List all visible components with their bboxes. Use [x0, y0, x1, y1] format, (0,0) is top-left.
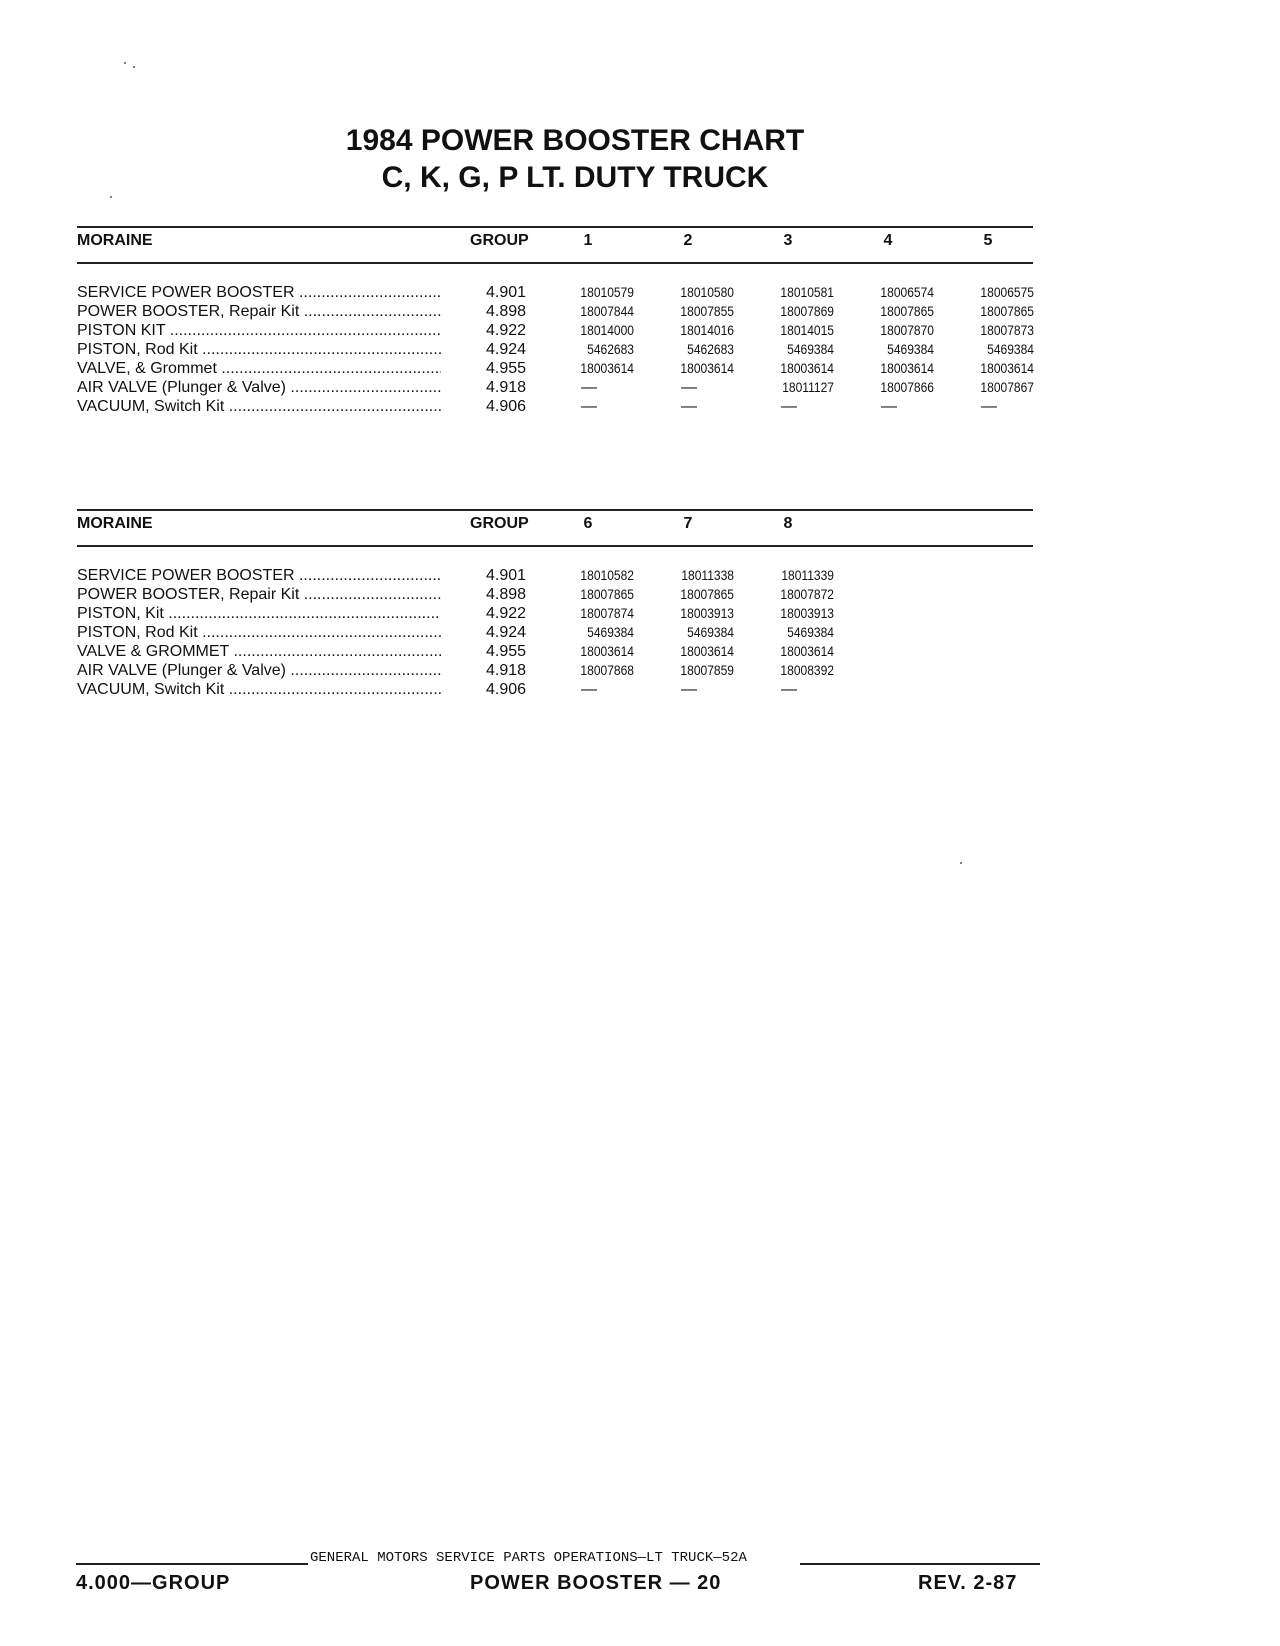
- footer-rule-left: [76, 1563, 308, 1565]
- part-number-cell: 18011127: [782, 379, 834, 395]
- part-number-cell: —: [581, 379, 597, 396]
- part-number-cell: —: [981, 398, 997, 415]
- header-col-4: 4: [883, 232, 893, 249]
- part-number-cell: —: [881, 398, 897, 415]
- table-header-rule: [77, 262, 1033, 264]
- part-number-cell: 18006574: [880, 284, 934, 300]
- header-moraine: MORAINE: [77, 232, 153, 249]
- part-number-cell: 18007869: [780, 303, 834, 319]
- part-number-cell: 18007865: [880, 303, 934, 319]
- part-number-cell: 18003614: [980, 360, 1034, 376]
- part-number-cell: 18007873: [980, 322, 1034, 338]
- part-number-cell: 18007844: [580, 303, 634, 319]
- table-row: [77, 322, 1033, 341]
- part-name: VACUUM, Switch Kit .....: [77, 681, 441, 699]
- group-number: 4.901: [485, 284, 527, 301]
- part-number-cell: 5469384: [587, 624, 634, 640]
- group-number: 4.906: [485, 681, 527, 698]
- part-number-cell: —: [581, 681, 597, 698]
- table-row: [77, 605, 1033, 624]
- header-moraine: MORAINE: [77, 515, 153, 532]
- table-row: [77, 303, 1033, 322]
- part-number-cell: 18014015: [780, 322, 834, 338]
- part-number-cell: 18008392: [780, 662, 834, 678]
- part-name: VALVE, & Grommet .....: [77, 360, 441, 378]
- part-number-cell: —: [781, 398, 797, 415]
- part-name: PISTON, Rod Kit .....: [77, 341, 441, 359]
- part-number-cell: 18003913: [780, 605, 834, 621]
- part-number-cell: 18014000: [580, 322, 634, 338]
- part-number-cell: 18007870: [880, 322, 934, 338]
- part-name: SERVICE POWER BOOSTER .....: [77, 284, 441, 302]
- table-row: [77, 643, 1033, 662]
- group-number: 4.922: [485, 605, 527, 622]
- part-number-cell: 18007872: [780, 586, 834, 602]
- header-col-2: 2: [683, 232, 693, 249]
- part-number-cell: 18007866: [880, 379, 934, 395]
- part-number-cell: 18003614: [780, 643, 834, 659]
- header-col-1: 1: [583, 232, 593, 249]
- table-row: [77, 379, 1033, 398]
- part-number-cell: 18011338: [681, 567, 734, 583]
- part-name: PISTON, Rod Kit .....: [77, 624, 441, 642]
- part-number-cell: 18003614: [580, 643, 634, 659]
- part-number-cell: —: [581, 398, 597, 415]
- scan-speck: [110, 196, 112, 198]
- part-number-cell: 18007868: [580, 662, 634, 678]
- header-group: GROUP: [470, 232, 529, 249]
- part-number-cell: 18007855: [680, 303, 734, 319]
- table-row: [77, 624, 1033, 643]
- part-number-cell: —: [681, 379, 697, 396]
- table-row: [77, 586, 1033, 605]
- part-number-cell: 5469384: [787, 624, 834, 640]
- chart-subtitle: C, K, G, P LT. DUTY TRUCK: [381, 161, 769, 194]
- part-number-cell: 5469384: [687, 624, 734, 640]
- table-row: [77, 681, 1033, 700]
- group-number: 4.898: [485, 586, 527, 603]
- scan-speck: [133, 66, 135, 68]
- footer-rule-right: [800, 1563, 1040, 1565]
- part-name: VALVE & GROMMET .....: [77, 643, 441, 661]
- group-number: 4.955: [485, 360, 527, 377]
- header-group: GROUP: [470, 515, 529, 532]
- part-number-cell: 18010581: [780, 284, 834, 300]
- group-number: 4.918: [485, 379, 527, 396]
- part-number-cell: 18007859: [680, 662, 734, 678]
- part-number-cell: 18003614: [880, 360, 934, 376]
- scan-speck: [124, 62, 126, 64]
- table-top-rule: [77, 509, 1033, 511]
- part-number-cell: 5469384: [787, 341, 834, 357]
- chart-title: 1984 POWER BOOSTER CHART: [345, 124, 805, 157]
- group-number: 4.955: [485, 643, 527, 660]
- group-number: 4.924: [485, 341, 527, 358]
- part-name: AIR VALVE (Plunger & Valve) .....: [77, 662, 441, 680]
- part-name: SERVICE POWER BOOSTER .....: [77, 567, 441, 585]
- part-name: PISTON KIT .....: [77, 322, 441, 340]
- table-row: [77, 398, 1033, 417]
- part-number-cell: —: [681, 681, 697, 698]
- part-number-cell: 18010582: [580, 567, 634, 583]
- part-number-cell: 18007865: [680, 586, 734, 602]
- part-number-cell: 18007867: [980, 379, 1034, 395]
- part-number-cell: 18011339: [781, 567, 834, 583]
- part-name: VACUUM, Switch Kit .....: [77, 398, 441, 416]
- group-number: 4.918: [485, 662, 527, 679]
- footer-section: 4.000—GROUP: [76, 1572, 231, 1594]
- part-number-cell: 18007865: [980, 303, 1034, 319]
- part-number-cell: 18007865: [580, 586, 634, 602]
- part-number-cell: 18003614: [680, 360, 734, 376]
- part-number-cell: 18006575: [980, 284, 1034, 300]
- table-row: [77, 662, 1033, 681]
- table-row: [77, 284, 1033, 303]
- footer-revision: REV. 2-87: [918, 1572, 1018, 1594]
- header-col-5: 5: [983, 232, 993, 249]
- table-row: [77, 360, 1033, 379]
- group-number: 4.924: [485, 624, 527, 641]
- part-name: AIR VALVE (Plunger & Valve) .....: [77, 379, 441, 397]
- part-name: POWER BOOSTER, Repair Kit .....: [77, 586, 441, 604]
- header-col-7: 7: [683, 515, 693, 532]
- part-name: PISTON, Kit .....: [77, 605, 441, 623]
- part-number-cell: 5469384: [887, 341, 934, 357]
- footer-page: POWER BOOSTER — 20: [470, 1572, 722, 1594]
- part-number-cell: 18007874: [580, 605, 634, 621]
- part-number-cell: 18003614: [580, 360, 634, 376]
- table-header-rule: [77, 545, 1033, 547]
- table-row: [77, 341, 1033, 360]
- header-col-8: 8: [783, 515, 793, 532]
- table-row: [77, 567, 1033, 586]
- part-number-cell: 18010579: [580, 284, 634, 300]
- part-number-cell: 18003913: [680, 605, 734, 621]
- part-name: POWER BOOSTER, Repair Kit .....: [77, 303, 441, 321]
- part-number-cell: 18010580: [680, 284, 734, 300]
- part-number-cell: —: [681, 398, 697, 415]
- table-top-rule: [77, 226, 1033, 228]
- part-number-cell: 5462683: [687, 341, 734, 357]
- scan-speck: [960, 862, 962, 864]
- group-number: 4.901: [485, 567, 527, 584]
- footer-top-line: GENERAL MOTORS SERVICE PARTS OPERATIONS—LT TRUCK—52A: [310, 1550, 747, 1566]
- group-number: 4.906: [485, 398, 527, 415]
- part-number-cell: 18003614: [680, 643, 734, 659]
- part-number-cell: —: [781, 681, 797, 698]
- group-number: 4.922: [485, 322, 527, 339]
- part-number-cell: 5469384: [987, 341, 1034, 357]
- header-col-3: 3: [783, 232, 793, 249]
- part-number-cell: 18003614: [780, 360, 834, 376]
- header-col-6: 6: [583, 515, 593, 532]
- part-number-cell: 5462683: [587, 341, 634, 357]
- group-number: 4.898: [485, 303, 527, 320]
- part-number-cell: 18014016: [680, 322, 734, 338]
